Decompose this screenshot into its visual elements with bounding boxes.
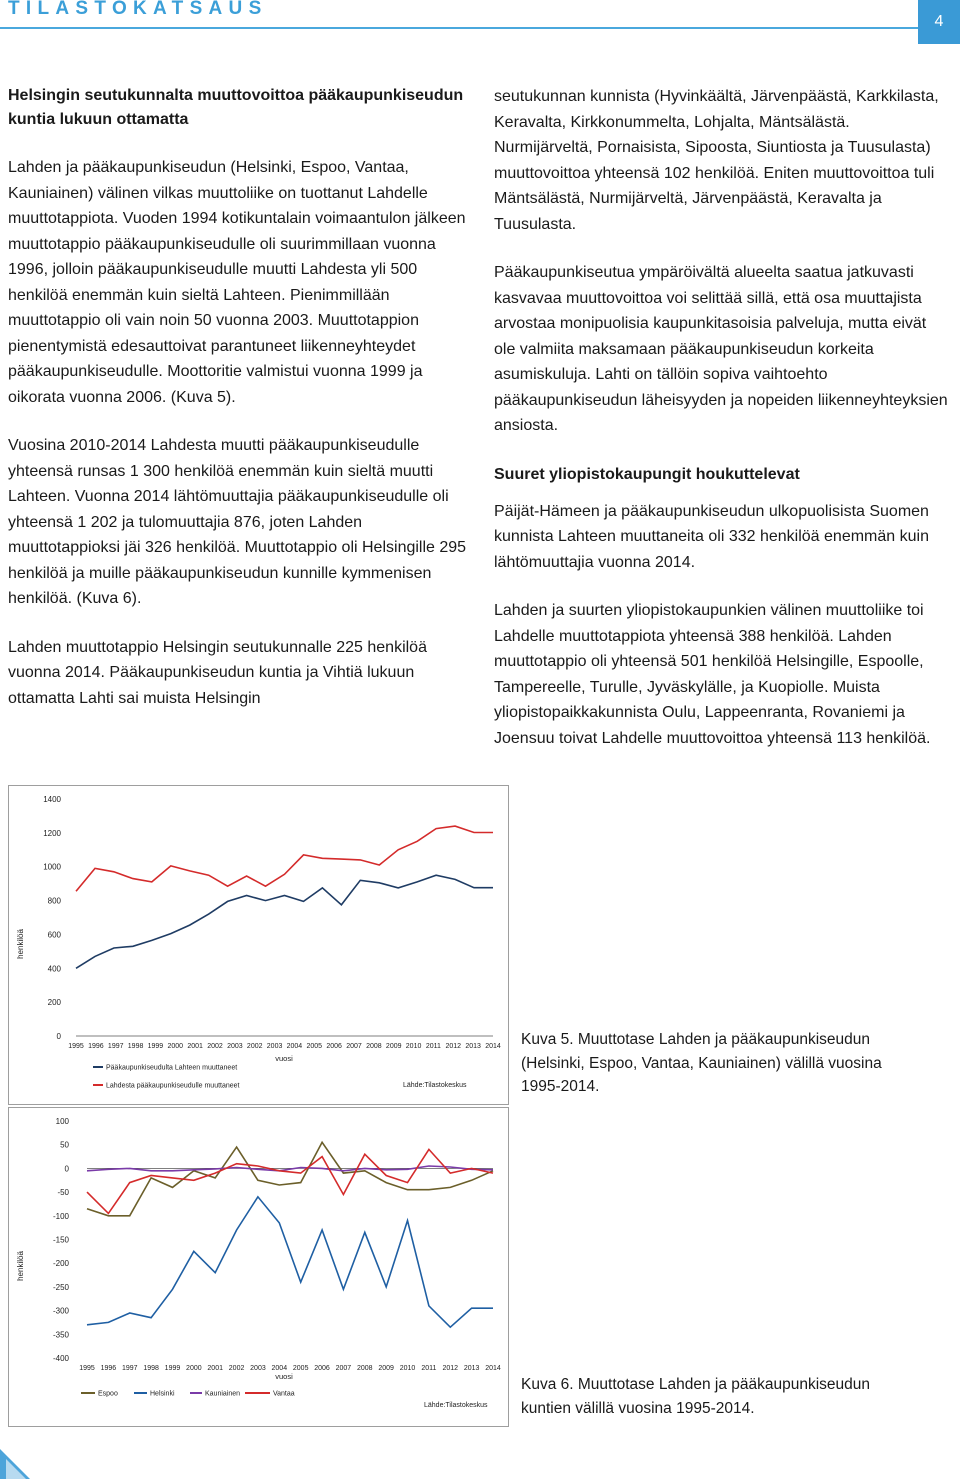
y-axis-title: henkilöä xyxy=(16,1251,25,1281)
x-tick-label: 2002 xyxy=(228,1365,245,1372)
source-label: Lähde:Tilastokeskus xyxy=(424,1402,488,1409)
x-tick-label: 1997 xyxy=(107,1043,124,1050)
x-tick-label: 2004 xyxy=(271,1365,288,1372)
y-tick-label: -150 xyxy=(52,1235,69,1245)
x-tick-label: 2000 xyxy=(186,1365,202,1372)
series-line-1 xyxy=(76,875,493,968)
x-tick-label: 2002 xyxy=(207,1043,223,1050)
y-tick-label: 400 xyxy=(47,964,61,974)
x-tick-label: 1995 xyxy=(68,1043,84,1050)
y-tick-label: 200 xyxy=(47,998,61,1008)
x-tick-label: 2010 xyxy=(399,1365,416,1372)
y-tick-label: 1400 xyxy=(43,795,61,804)
y-tick-label: 0 xyxy=(64,1164,69,1174)
series-line-2 xyxy=(87,1197,493,1327)
x-tick-label: 2012 xyxy=(442,1365,459,1372)
y-tick-label: -250 xyxy=(52,1282,69,1292)
legend-label: Vantaa xyxy=(273,1390,295,1398)
y-tick-label: 50 xyxy=(60,1140,69,1150)
x-tick-label: 2006 xyxy=(314,1365,330,1372)
x-tick-label: 2014 xyxy=(485,1043,501,1050)
x-tick-label: 2001 xyxy=(207,1365,223,1372)
paragraph: Lahden muuttotappio Helsingin seutukunnalle 225 henkilöä vuonna 2014. Pääkaupunkiseudun kuntia ja Vihtiä lukuun ottamatta Lahti sai muista Helsingin xyxy=(8,638,427,707)
x-tick-label: 1999 xyxy=(164,1365,181,1372)
y-tick-label: 0 xyxy=(56,1032,61,1041)
subheading: Suuret yliopistokaupungit houkuttelevat xyxy=(494,465,800,483)
paragraph: Lahden ja suurten yliopistokaupunkien välinen muuttoliike toi Lahdelle muuttotappiota yhteensä 388 henkilöä. Lahden muuttotappio oli yhteensä 501 henkilöä Helsingille, Espoolle, Tampereelle, Turulle, Jyväskylälle, ja Kuopiolle. Muista yliopistopaikkakunnista Oulu, Lappeenranta, Rovaniemi ja Joensuu toivat Lahdelle muuttovoittoa yhteensä 113 henkilöä. xyxy=(494,602,931,747)
legend-label: Lahdesta pääkaupunkiseudulle muuttaneet xyxy=(106,1082,240,1090)
x-tick-label: 2014 xyxy=(485,1365,501,1372)
source-label: Lähde:Tilastokeskus xyxy=(403,1082,467,1089)
x-tick-label: 2006 xyxy=(326,1043,342,1050)
x-tick-label: 2000 xyxy=(167,1043,184,1050)
header-rule xyxy=(0,27,918,29)
paragraph: Päijät-Hämeen ja pääkaupunkiseudun ulkopuolisista Suomen kunnista Lahteen muuttaneita oli 332 henkilöä enemmän kuin lähtömuuttajia vuonna 2014. xyxy=(494,502,929,571)
x-tick-label: 2007 xyxy=(335,1365,352,1372)
caption-kuva6: Kuva 6. Muuttotase Lahden ja pääkaupunkiseudun kuntien välillä vuosina 1995-2014. xyxy=(521,1376,871,1417)
x-tick-label: 1996 xyxy=(100,1365,117,1372)
y-tick-label: -300 xyxy=(52,1306,69,1316)
x-tick-label: 2011 xyxy=(425,1043,441,1050)
paragraph: Lahden ja pääkaupunkiseudun (Helsinki, Espoo, Vantaa, Kauniainen) välinen vilkas muuttoliike on tuottanut Lahdelle muuttotappiota. Vuoden 1994 kotikuntalain voimaantulon jälkeen muuttotappio pääkaupunkiseudulle oli suurimmillaan vuonna 1996, jolloin pääkaupunkiseudulle muutti Lahdesta yli 500 henkilöä enemmän kuin sieltä Lahteen. Pienimmillään muuttotappio oli vain noin 50 vuonna 2003. Muuttotappion pienentymistä edesauttoivat parantuneet liikenneyhteydet pääkaupunkiseudulle. Moottoritie valmistui vuonna 1999 ja oikorata vuonna 2006. (Kuva 5). xyxy=(8,159,466,406)
x-tick-label: 2005 xyxy=(292,1365,309,1372)
chart-kuva6-svg xyxy=(9,1108,508,1426)
x-tick-label: 2007 xyxy=(346,1043,362,1050)
y-tick-label: -100 xyxy=(52,1211,69,1221)
legend-label: Helsinki xyxy=(150,1390,175,1398)
y-tick-label: 1200 xyxy=(43,828,61,838)
paragraph: Pääkaupunkiseutua ympäröivältä alueelta saatua jatkuvasti kasvavaa muuttovoittoa voi selittää sillä, että osa muuttajista arvostaa monipuolisia kaupunkitasoisia palveluja, mutta eivät ole valmiita maksamaan pääkaupunkiseudun korkeita asumiskuluja. Lahti on tällöin sopiva vaihtoehto pääkaupunkiseudun läheisyyden ja nopeiden liikenneyhteyksien ansiosta. xyxy=(494,264,948,434)
x-tick-label: 2009 xyxy=(385,1043,402,1050)
y-tick-label: -400 xyxy=(52,1354,69,1363)
x-tick-label: 2011 xyxy=(421,1365,437,1372)
x-tick-label: 1996 xyxy=(88,1043,104,1050)
x-tick-label: 1997 xyxy=(121,1365,138,1372)
x-tick-label: 2004 xyxy=(286,1043,303,1050)
y-tick-label: -200 xyxy=(52,1259,69,1269)
x-axis-title: vuosi xyxy=(275,1372,293,1381)
chart-kuva6 xyxy=(8,1107,509,1427)
x-tick-label: 1995 xyxy=(79,1365,95,1372)
chart-kuva5 xyxy=(8,785,509,1105)
x-axis-title: vuosi xyxy=(275,1054,293,1063)
x-tick-label: 2005 xyxy=(306,1043,323,1050)
x-tick-label: 2012 xyxy=(445,1043,462,1050)
x-tick-label: 1999 xyxy=(147,1043,164,1050)
corner-decoration xyxy=(0,1439,40,1479)
x-tick-label: 2013 xyxy=(463,1365,480,1372)
x-tick-label: 2010 xyxy=(405,1043,422,1050)
paragraph: Vuosina 2010-2014 Lahdesta muutti pääkaupunkiseudulle yhteensä runsas 1 300 henkilöä enemmän kuin sieltä muutti Lahteen. Vuonna 2014 lähtömuuttajia pääkaupunkiseudulle oli yhteensä 1 202 ja tulomuuttajia 876, joten Lahden muuttotappioksi jäi 326 henkilöä. Muuttotappio oli Helsingille 295 henkilöä ja muille pääkaupunkiseudun kunnille kymmenisen henkilöä. (Kuva 6). xyxy=(8,437,467,607)
right-column xyxy=(494,84,952,774)
legend-label: Espoo xyxy=(98,1390,118,1398)
y-tick-label: 1000 xyxy=(43,862,61,872)
x-tick-label: 2008 xyxy=(366,1043,382,1050)
y-tick-label: -50 xyxy=(57,1188,69,1198)
chart-kuva5-svg xyxy=(9,786,508,1104)
article-heading: Helsingin seutukunnalta muuttovoittoa pääkaupunkiseudun kuntia lukuun ottamatta xyxy=(8,87,464,128)
x-tick-label: 2013 xyxy=(465,1043,481,1050)
y-tick-label: -350 xyxy=(52,1330,69,1340)
x-tick-label: 2001 xyxy=(187,1043,203,1050)
x-tick-label: 1998 xyxy=(127,1043,144,1050)
legend-label: Kauniainen xyxy=(205,1390,241,1398)
y-tick-label: 100 xyxy=(55,1117,69,1126)
x-tick-label: 1998 xyxy=(143,1365,159,1372)
x-tick-label: 2003 xyxy=(266,1043,283,1050)
left-column xyxy=(8,84,470,734)
paragraph: seutukunnan kunnista (Hyvinkäältä, Järvenpäästä, Karkkilasta, Keravalta, Kirkkonummelta, Lohjalta, Mäntsälästä. Nurmijärveltä, Pornaisista, Sipoosta, Siuntiosta ja Tuusulasta) muuttovoittoa yhteensä 102 henkilöä. Eniten muuttovoittoa tuli Mäntsälästä, Nurmijärveltä, Järvenpäästä, Keravalta ja Tuusulasta. xyxy=(494,88,939,233)
x-tick-label: 2003 xyxy=(227,1043,243,1050)
x-tick-label: 2002 xyxy=(246,1043,263,1050)
series-line-4 xyxy=(87,1149,493,1213)
y-axis-title: henkilöä xyxy=(16,929,25,959)
y-tick-label: 600 xyxy=(47,930,61,940)
y-tick-label: 800 xyxy=(47,896,61,906)
series-title: TILASTOKATSAUS xyxy=(8,0,268,19)
page-number: 4 xyxy=(918,0,960,44)
x-tick-label: 2009 xyxy=(378,1365,394,1372)
x-tick-label: 2008 xyxy=(357,1365,373,1372)
series-line-2 xyxy=(76,826,493,891)
caption-kuva5: Kuva 5. Muuttotase Lahden ja pääkaupunkiseudun (Helsinki, Espoo, Vantaa, Kauniainen) välillä vuosina 1995-2014. xyxy=(521,1031,882,1095)
x-tick-label: 2003 xyxy=(250,1365,266,1372)
legend-label: Pääkaupunkiseudulta Lahteen muuttaneet xyxy=(106,1064,238,1072)
